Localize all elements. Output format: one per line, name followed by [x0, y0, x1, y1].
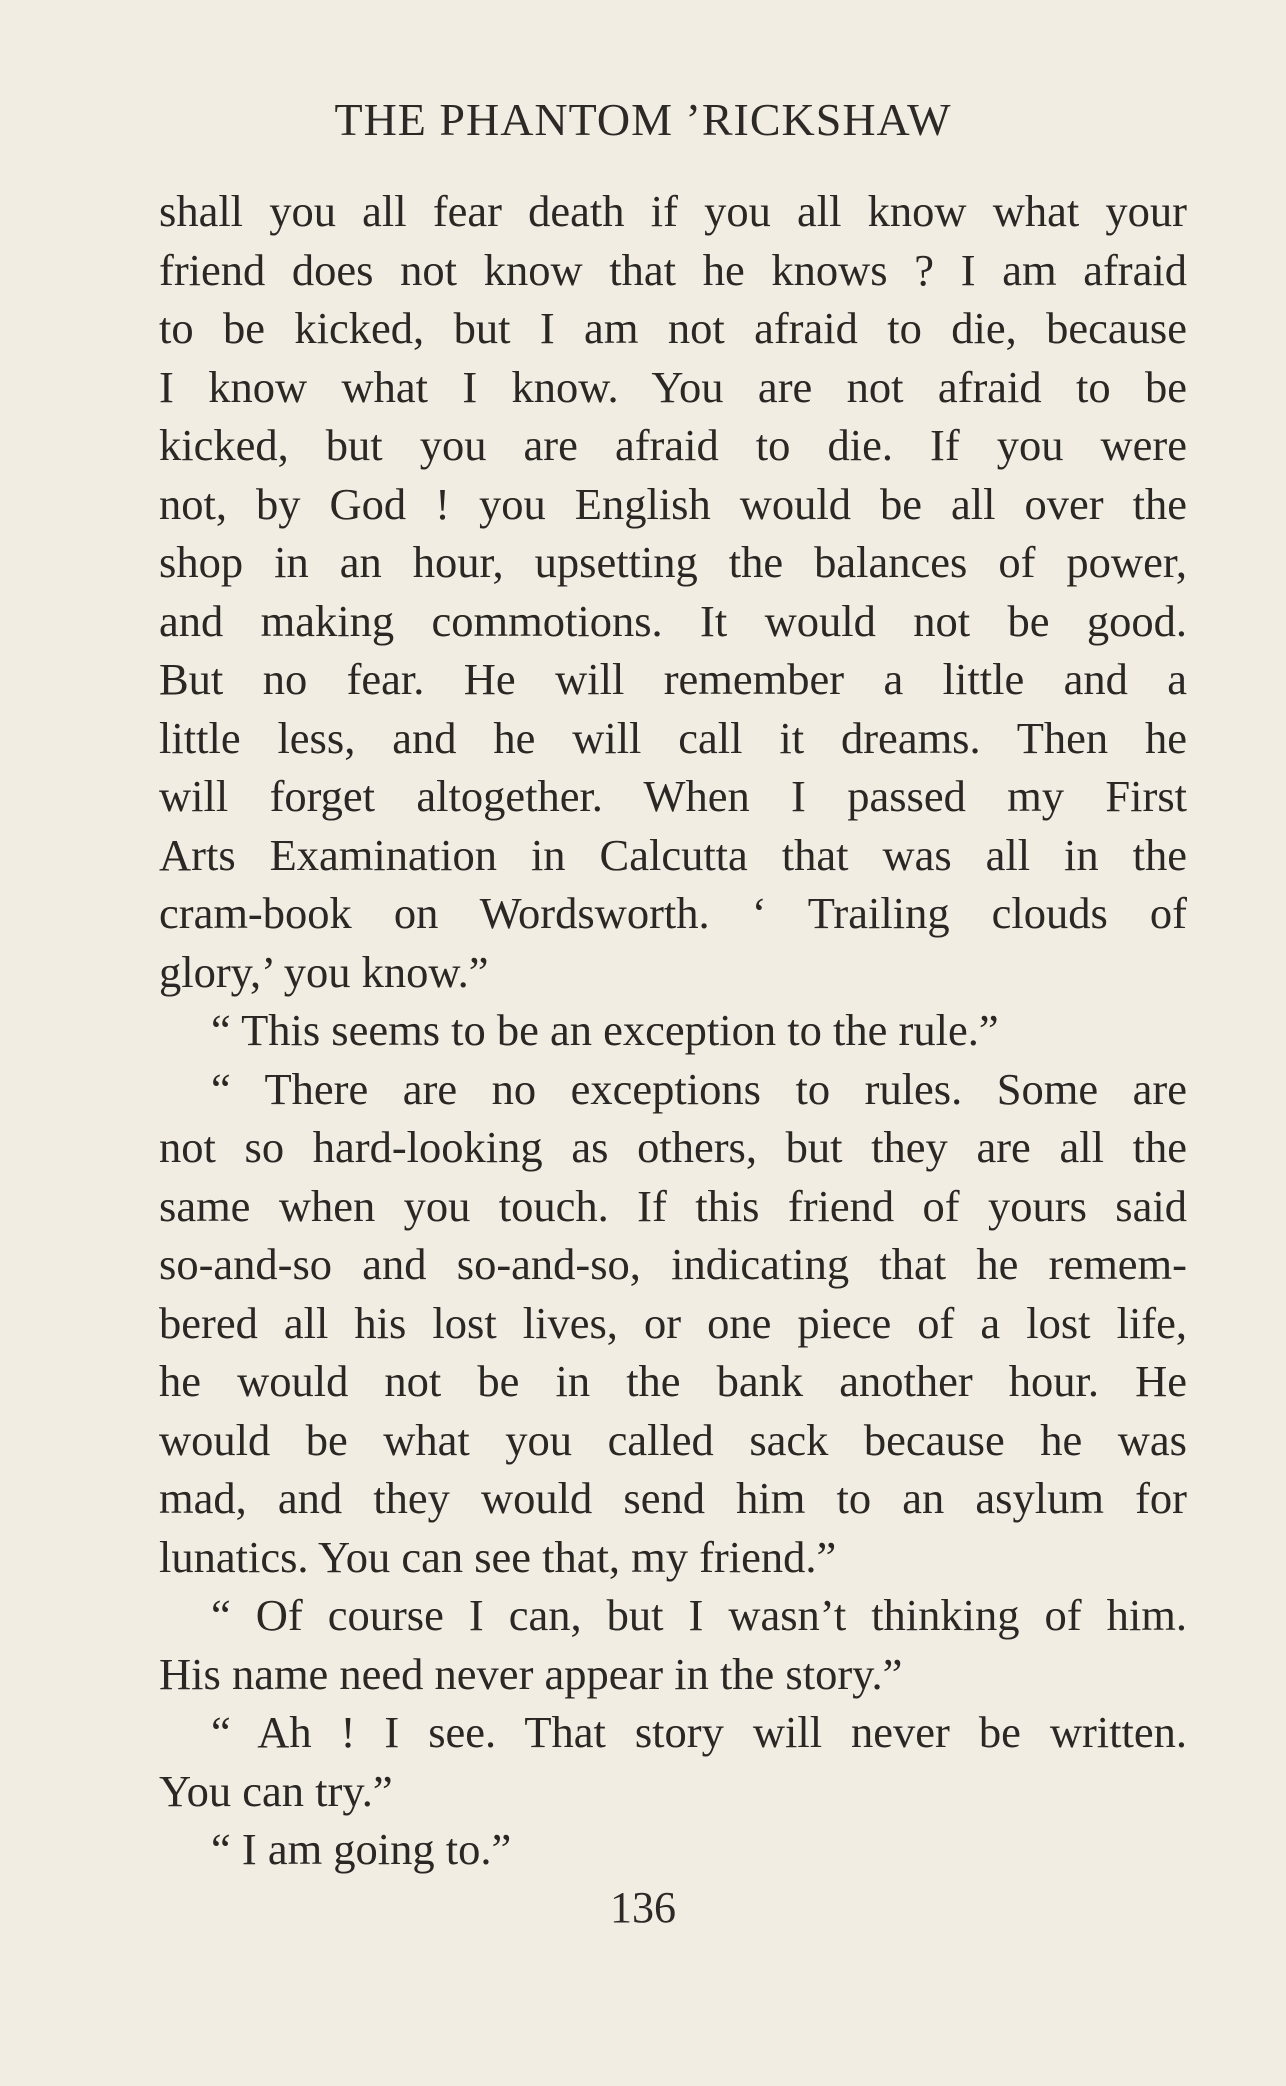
text-line: and making commotions. It would not be good.: [159, 595, 1187, 646]
text-line: kicked, but you are afraid to die. If you were: [159, 420, 1187, 470]
text-line: friend does not know that he knows ? I am afraid: [159, 244, 1187, 295]
text-line: His name need never appear in the story.”: [159, 1648, 903, 1699]
text-line: “ I am going to.”: [211, 1824, 512, 1874]
text-line: cram-book on Wordsworth. ‘ Trailing clouds of: [159, 888, 1187, 938]
text-line: lunatics. You can see that, my friend.”: [159, 1531, 837, 1582]
text-line: You can try.”: [159, 1765, 393, 1816]
text-line: shop in an hour, upsetting the balances of power,: [159, 537, 1187, 587]
text-line: little less, and he will call it dreams. Then he: [159, 712, 1187, 763]
text-line: “ This seems to be an exception to the rule.”: [211, 1005, 999, 1055]
text-line: bered all his lost lives, or one piece of a lost life,: [159, 1297, 1187, 1348]
text-line: same when you touch. If this friend of yours said: [159, 1180, 1187, 1231]
text-line: not so hard-looking as others, but they are all the: [159, 1122, 1187, 1172]
text-line: Arts Examination in Calcutta that was all in the: [159, 829, 1187, 880]
text-line: But no fear. He will remember a little and a: [159, 654, 1187, 704]
text-line: he would not be in the bank another hour. He: [159, 1356, 1187, 1406]
text-line: glory,’ you know.”: [159, 946, 489, 997]
page-number: 136: [610, 1883, 676, 1932]
text-line: mad, and they would send him to an asylum for: [159, 1473, 1187, 1523]
text-line: I know what I know. You are not afraid to be: [159, 361, 1187, 412]
body-text: [159, 182, 1187, 1879]
text-line: not, by God ! you English would be all over the: [159, 478, 1187, 529]
text-line: “ There are no exceptions to rules. Some are: [211, 1063, 1187, 1114]
text-line: “ Of course I can, but I wasn’t thinking of him.: [211, 1590, 1187, 1640]
text-line: would be what you called sack because he was: [159, 1414, 1187, 1465]
text-line: so-and-so and so-and-so, indicating that he remem-: [159, 1239, 1187, 1289]
text-line: to be kicked, but I am not afraid to die, because: [159, 303, 1187, 353]
running-head: THE PHANTOM ’RICKSHAW: [334, 94, 952, 145]
text-line: shall you all fear death if you all know what your: [159, 186, 1187, 236]
text-line: “ Ah ! I see. That story will never be written.: [211, 1707, 1187, 1757]
text-line: will forget altogether. When I passed my First: [159, 771, 1187, 821]
